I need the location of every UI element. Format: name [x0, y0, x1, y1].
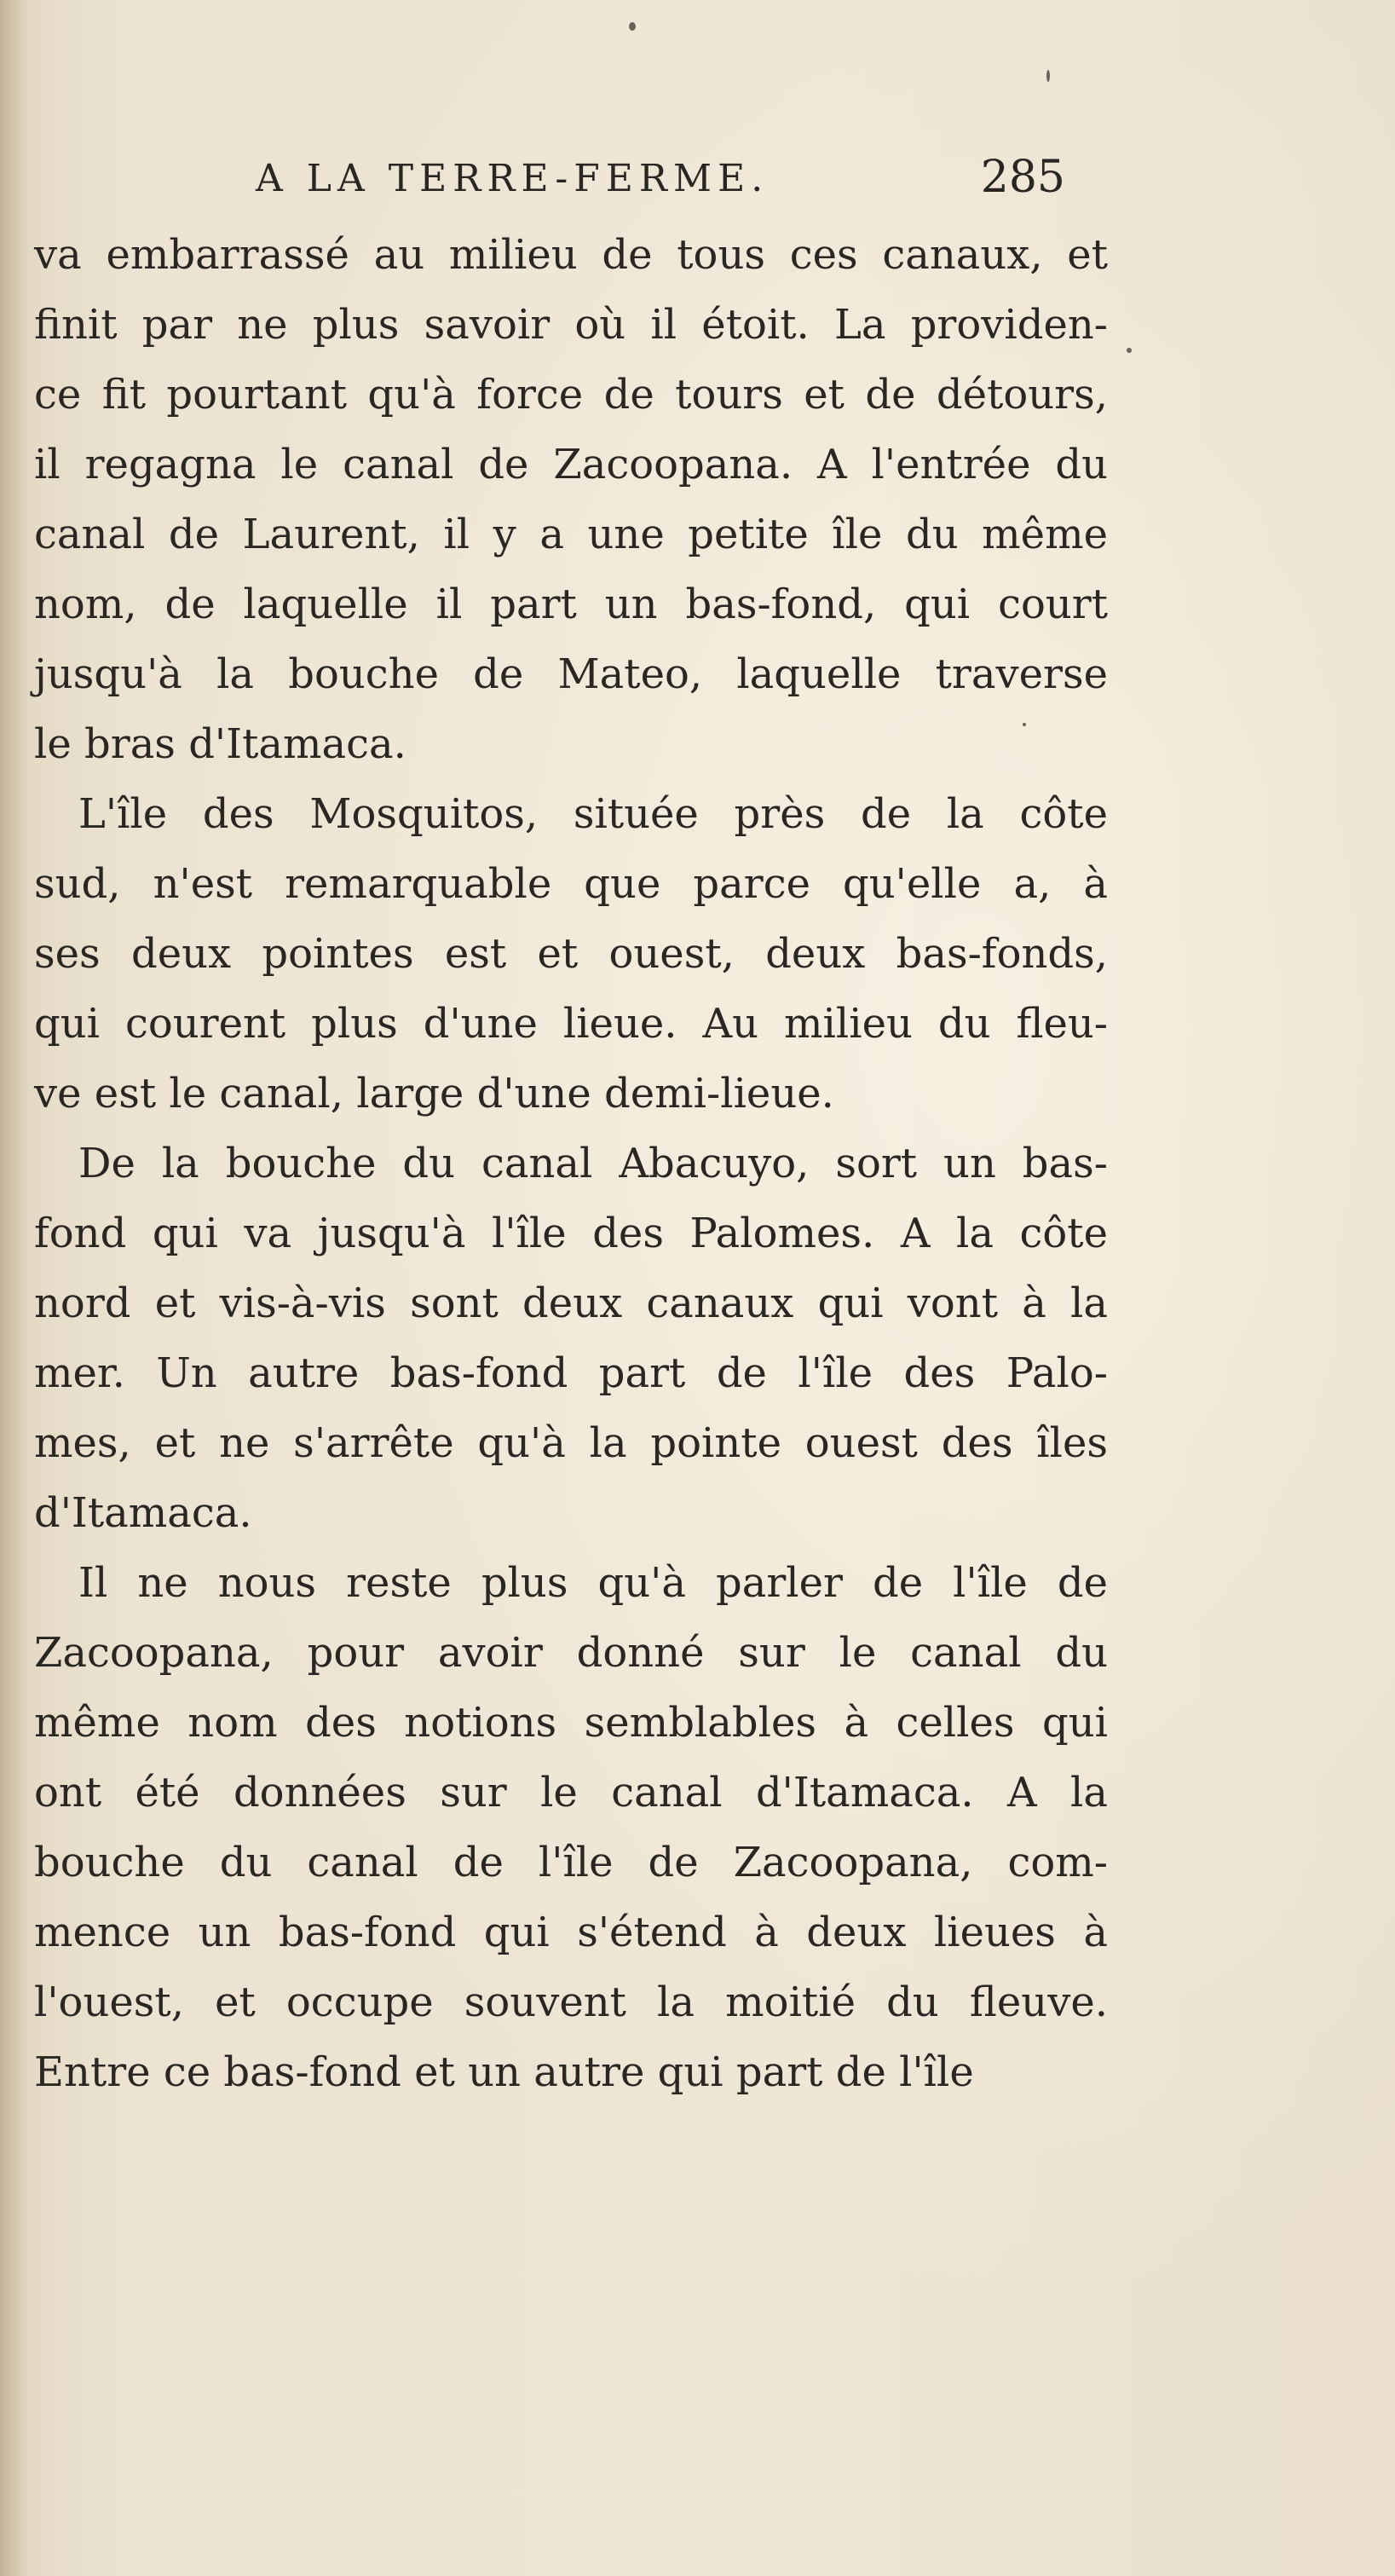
text-line: ce fit pourtant qu'à force de tours et de détours, — [34, 371, 1108, 419]
text-line: va embarrassé au milieu de tous ces canaux, et — [34, 231, 1108, 279]
running-header — [256, 152, 1065, 211]
text-line: le bras d'Itamaca. — [34, 720, 406, 768]
text-line: mer. Un autre bas-fond part de l'île des Palo- — [34, 1349, 1108, 1397]
text-line: qui courent plus d'une lieue. Au milieu du fleu- — [34, 1000, 1108, 1048]
paper-speck — [1046, 70, 1050, 82]
gutter-shadow — [0, 0, 26, 2576]
running-title: A LA TERRE-FERME. — [256, 157, 770, 200]
paper-speck — [629, 22, 636, 31]
page-number: 285 — [980, 152, 1065, 203]
text-line: d'Itamaca. — [34, 1489, 252, 1537]
text-line: même nom des notions semblables à celles qui — [34, 1699, 1108, 1747]
text-line: Entre ce bas-fond et un autre qui part de l'île — [34, 2048, 974, 2096]
text-line: mes, et ne s'arrête qu'à la pointe ouest des îles — [34, 1419, 1108, 1467]
text-line: jusqu'à la bouche de Mateo, laquelle traverse — [34, 650, 1108, 698]
text-line: ses deux pointes est et ouest, deux bas-fonds, — [34, 930, 1108, 978]
text-line: canal de Laurent, il y a une petite île du même — [34, 511, 1108, 558]
text-line: l'ouest, et occupe souvent la moitié du fleuve. — [34, 1978, 1108, 2026]
text-line: L'île des Mosquitos, située près de la côte — [78, 790, 1108, 838]
text-line: Zacoopana, pour avoir donné sur le canal du — [34, 1629, 1108, 1677]
text-line: Il ne nous reste plus qu'à parler de l'île de — [78, 1559, 1108, 1607]
text-line: De la bouche du canal Abacuyo, sort un bas- — [78, 1140, 1108, 1187]
paper-speck — [1127, 348, 1132, 353]
text-line: il regagna le canal de Zacoopana. A l'entrée du — [34, 441, 1108, 488]
text-line: bouche du canal de l'île de Zacoopana, com- — [34, 1839, 1108, 1886]
text-line: mence un bas-fond qui s'étend à deux lieues à — [34, 1909, 1108, 1956]
text-line: fond qui va jusqu'à l'île des Palomes. A la côte — [34, 1210, 1108, 1257]
text-line: nord et vis-à-vis sont deux canaux qui vont à la — [34, 1279, 1108, 1327]
text-line: nom, de laquelle il part un bas-fond, qui court — [34, 580, 1108, 628]
text-line: finit par ne plus savoir où il étoit. La providen- — [34, 301, 1108, 349]
body-text — [34, 220, 1108, 2107]
text-line: sud, n'est remarquable que parce qu'elle a, à — [34, 860, 1108, 908]
text-line: ve est le canal, large d'une demi-lieue. — [34, 1070, 834, 1118]
text-line: ont été données sur le canal d'Itamaca. A la — [34, 1769, 1108, 1816]
